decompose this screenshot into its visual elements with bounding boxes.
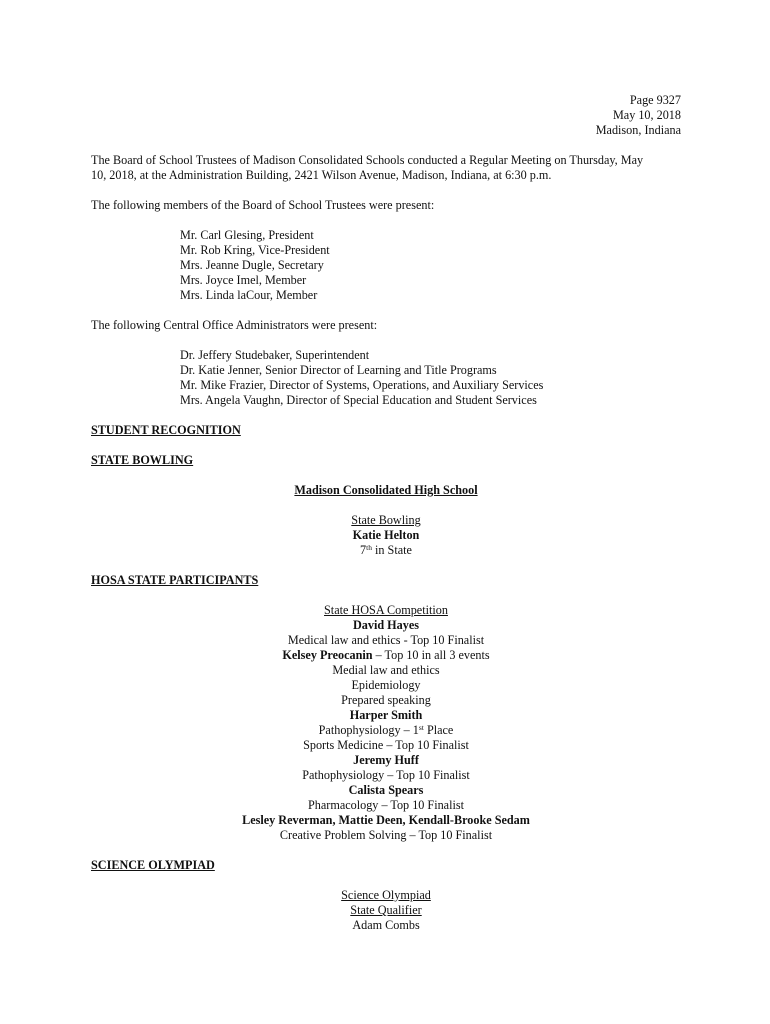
intro-line: 10, 2018, at the Administration Building, 2421 Wilson Avenue, Madison, Indiana, at 6:30 p.m. [91,168,552,182]
administrator: Mrs. Angela Vaughn, Director of Special Education and Student Services [180,393,537,407]
school-name: Madison Consolidated High School [294,483,478,497]
student-result: Pharmacology – Top 10 Finalist [308,798,464,812]
science-student-name: Adam Combs [352,918,420,932]
meeting-location: Madison, Indiana [595,123,681,137]
board-member: Mr. Rob Kring, Vice-President [180,243,330,257]
science-olympiad-heading: SCIENCE OLYMPIAD [91,858,215,872]
page-number: Page 9327 [629,93,681,107]
student-event: Epidemiology [351,678,421,692]
bowling-event: State Bowling [351,513,421,527]
admin-intro: The following Central Office Administrators were present: [91,318,378,332]
board-member: Mr. Carl Glesing, President [180,228,314,242]
meeting-date: May 10, 2018 [612,108,681,122]
student-result: Sports Medicine – Top 10 Finalist [303,738,469,752]
hosa-section [91,603,681,843]
science-section [91,888,681,933]
bowling-placement: 7th in State [360,543,412,557]
student-recognition-heading: STUDENT RECOGNITION [91,423,241,437]
student-name: Calista Spears [348,783,424,797]
hosa-heading: HOSA STATE PARTICIPANTS [91,573,259,587]
team-names: Lesley Reverman, Mattie Deen, Kendall-Brooke Sedam [242,813,530,827]
intro-paragraph [91,153,681,183]
student-result: Kelsey Preocanin – Top 10 in all 3 events [282,648,490,662]
document-body [91,153,681,933]
science-level: State Qualifier [350,903,422,917]
intro-line: The Board of School Trustees of Madison Consolidated Schools conducted a Regular Meeting on Thursday, May [91,153,644,167]
state-bowling-heading: STATE BOWLING [91,453,194,467]
administrators-list [91,348,681,408]
board-members-list [91,228,681,303]
student-name: Jeremy Huff [353,753,419,767]
board-member: Mrs. Joyce Imel, Member [180,273,307,287]
student-name: Harper Smith [349,708,423,722]
board-intro: The following members of the Board of School Trustees were present: [91,198,435,212]
bowling-student-name: Katie Helton [352,528,420,542]
science-event: Science Olympiad [341,888,431,902]
student-event: Medial law and ethics [332,663,440,677]
hosa-competition: State HOSA Competition [324,603,448,617]
administrator: Dr. Jeffery Studebaker, Superintendent [180,348,370,362]
student-result: Pathophysiology – Top 10 Finalist [302,768,470,782]
student-result: Pathophysiology – 1st Place [318,723,454,737]
student-event: Prepared speaking [341,693,431,707]
bowling-section [91,483,681,558]
administrator: Dr. Katie Jenner, Senior Director of Learning and Title Programs [180,363,497,377]
team-result: Creative Problem Solving – Top 10 Finalist [279,828,493,842]
page-header [596,93,681,138]
student-name: Kelsey Preocanin [282,648,373,662]
student-result: Medical law and ethics - Top 10 Finalist [287,633,485,647]
board-member: Mrs. Linda laCour, Member [180,288,318,302]
administrator: Mr. Mike Frazier, Director of Systems, Operations, and Auxiliary Services [180,378,544,392]
board-member: Mrs. Jeanne Dugle, Secretary [180,258,324,272]
student-name: David Hayes [352,618,420,632]
